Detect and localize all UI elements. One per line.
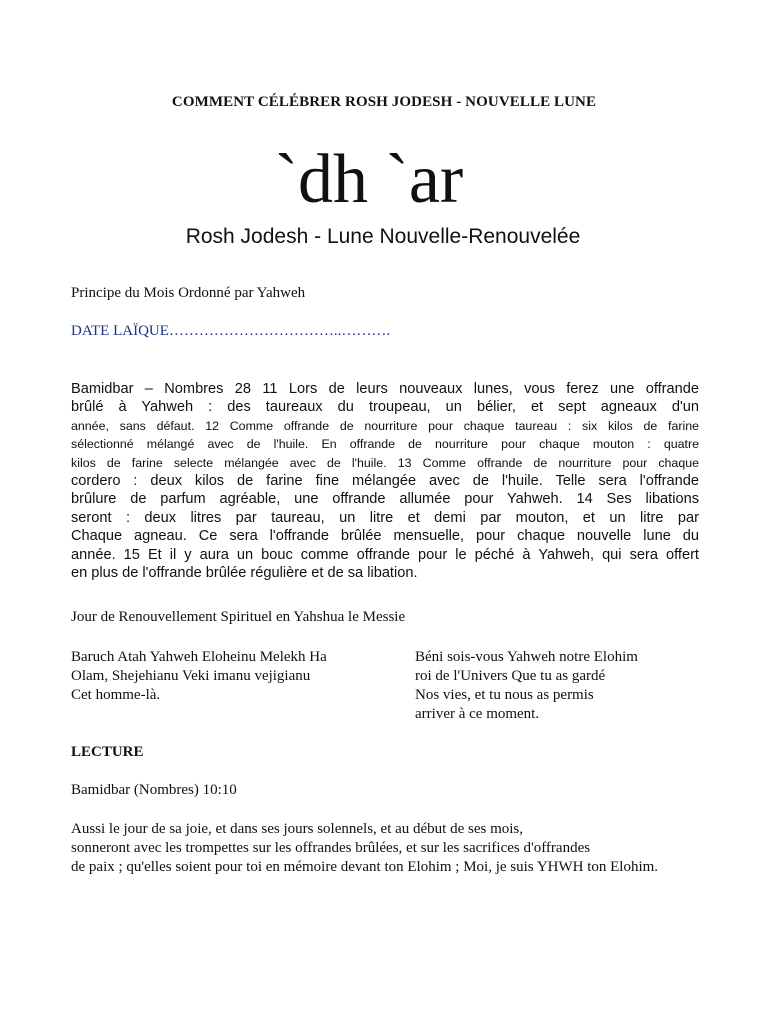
blessing-line: Olam, Shejehianu Veki imanu vejigianu	[71, 668, 311, 684]
blessing-line: Béni sois-vous Yahweh notre Elohim	[415, 649, 638, 665]
scripture-line: année. 15 Et il y aura un bouc comme offrande pour le péché à Yahweh, qui sera offert	[71, 546, 699, 563]
reading-reference: Bamidbar (Nombres) 10:10	[71, 782, 237, 798]
reading-line: de paix ; qu'elles soient pour toi en mémoire devant ton Elohim ; Moi, je suis YHWH ton Elohim.	[71, 859, 659, 875]
scripture-line: Chaque agneau. Ce sera l'offrande brûlée mensuelle, pour chaque nouvelle lune du	[71, 528, 699, 545]
blessing-line: Nos vies, et tu nous as permis	[415, 687, 594, 703]
scripture-line: cordero : deux kilos de farine fine mélangée avec de l'huile. Telle sera l'offrande	[71, 473, 699, 490]
blessing-hebrew-column	[71, 648, 327, 705]
reading-passage	[71, 820, 719, 877]
reading-heading: LECTURE	[71, 744, 144, 760]
blessing-line: arriver à ce moment.	[415, 706, 540, 722]
scripture-line: kilos de farine selecte mélangée avec de l'huile. 13 Comme offrande de nourriture pour chaque	[71, 455, 699, 470]
reading-line: Aussi le jour de sa joie, et dans ses jours solennels, et au début de ses mois,	[71, 821, 524, 837]
scripture-line: Bamidbar – Nombres 28 11 Lors de leurs nouveaux lunes, vous ferez une offrande	[71, 381, 699, 397]
scripture-line: année, sans défaut. 12 Comme offrande de nourriture pour chaque taureau : six kilos de farine	[71, 418, 699, 433]
scripture-line: brûlé à Yahweh : des taureaux du troupeau, un bélier, et sept agneaux d'un	[71, 399, 699, 416]
principle-line: Principe du Mois Ordonné par Yahweh	[71, 285, 306, 301]
scripture-line: en plus de l'offrande brûlée régulière et de sa libation.	[71, 565, 418, 582]
blessing-line: Baruch Atah Yahweh Eloheinu Melekh Ha	[71, 649, 327, 665]
page-title: COMMENT CÉLÉBRER ROSH JODESH - NOUVELLE LUNE	[171, 94, 597, 110]
renewal-heading: Jour de Renouvellement Spirituel en Yahshua le Messie	[71, 609, 406, 625]
scripture-line: brûlure de parfum agréable, une offrande allumée pour Yahweh. 14 Ses libations	[71, 491, 699, 508]
reading-line: sonneront avec les trompettes sur les offrandes brûlées, et sur les sacrifices d'offrandes	[71, 840, 591, 856]
blessing-line: Cet homme-là.	[71, 687, 161, 703]
date-field-label: DATE LAÏQUE……………………………..……….	[71, 323, 391, 339]
scripture-line: seront : deux litres par taureau, un litre et demi par mouton, et un litre par	[71, 509, 699, 526]
blessing-line: roi de l'Univers Que tu as gardé	[415, 668, 606, 684]
scripture-line: sélectionné mélangé avec de l'huile. En offrande de nourriture pour chaque mouton : quatre	[71, 437, 699, 452]
blessing-french-column	[415, 648, 638, 724]
page-subtitle: Rosh Jodesh - Lune Nouvelle-Renouvelée	[185, 225, 581, 248]
scripture-passage	[71, 380, 699, 582]
hebrew-heading: `dh `ar	[274, 141, 464, 218]
